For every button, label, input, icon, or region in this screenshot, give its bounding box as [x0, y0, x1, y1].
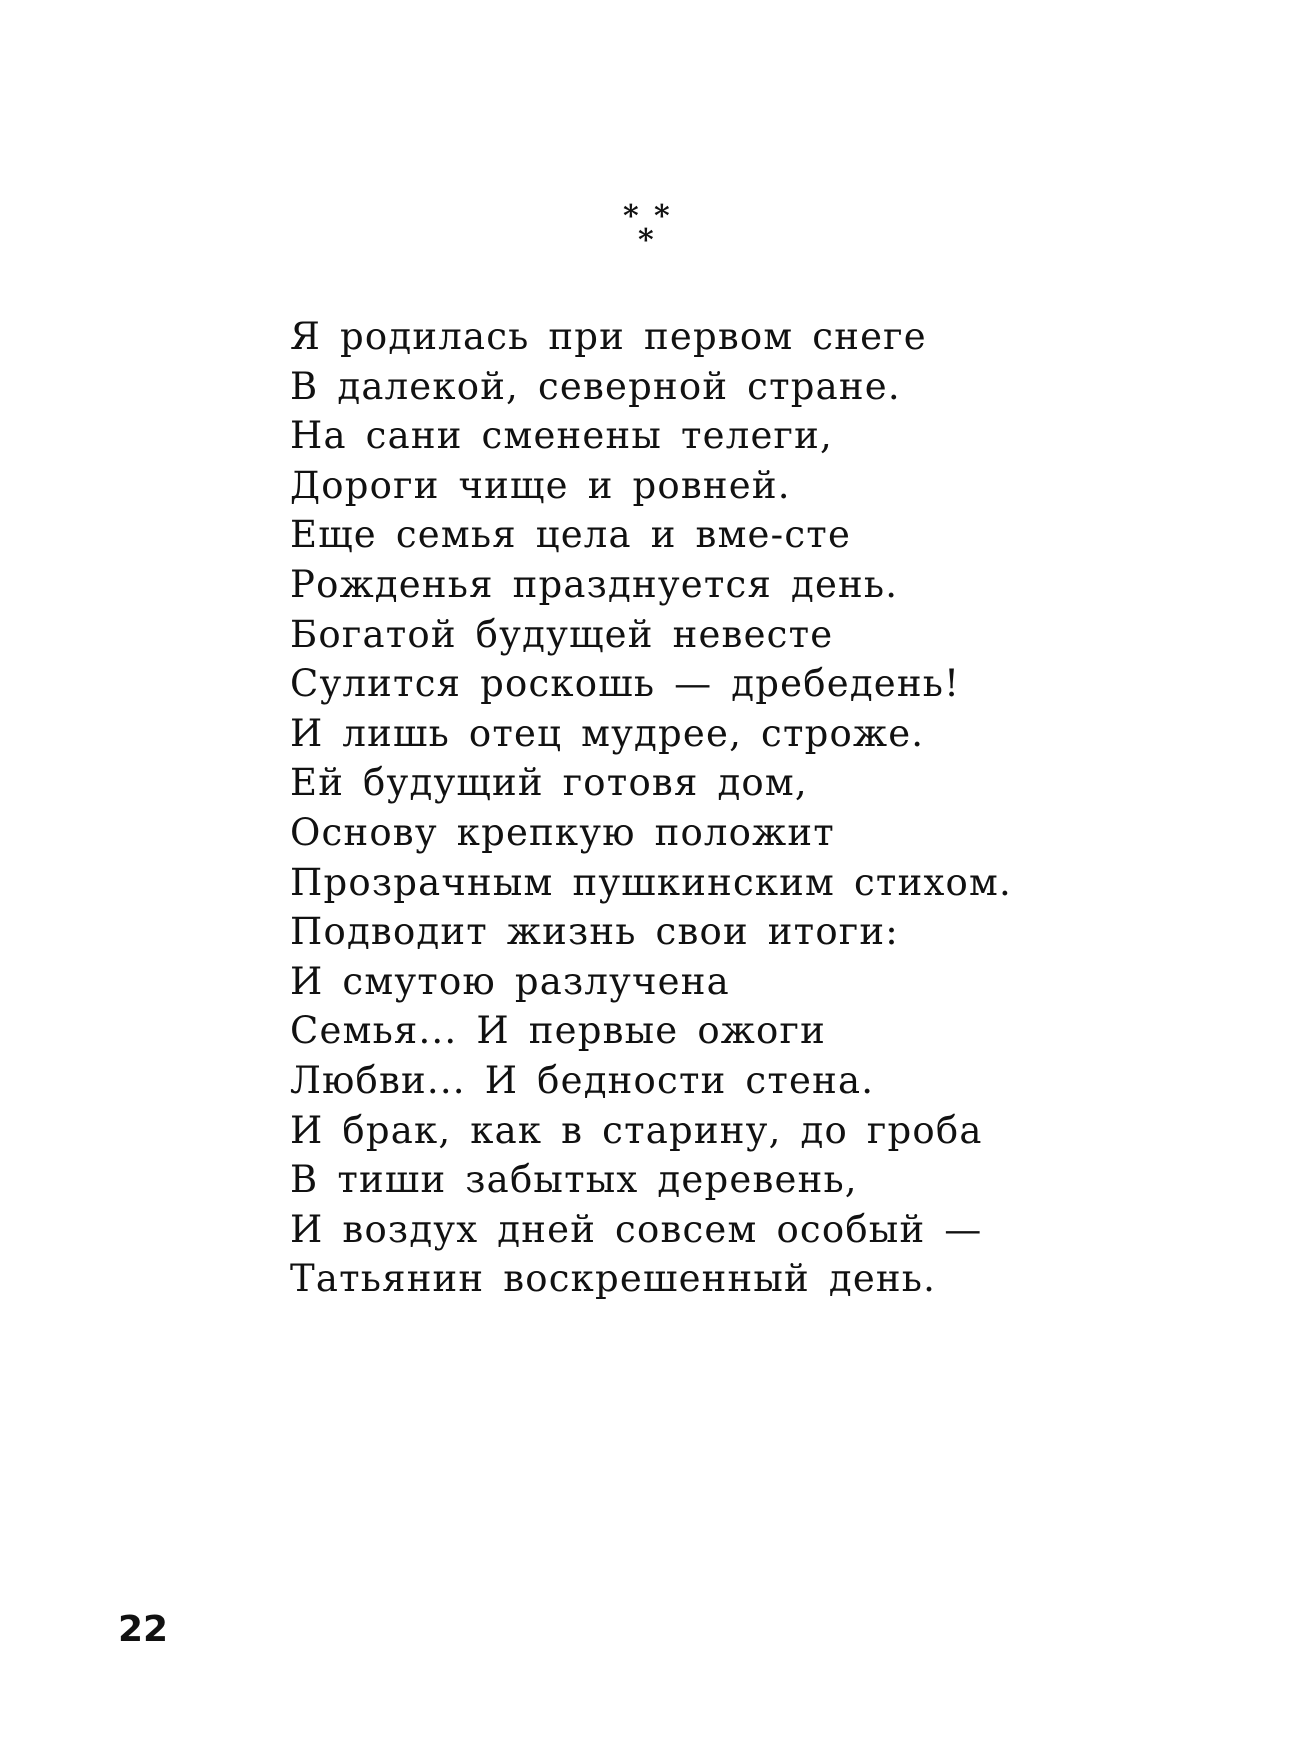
asterism-separator — [620, 200, 690, 260]
poem-line: И брак, как в старину, до гроба — [290, 1108, 983, 1152]
poem-line: Я родилась при первом снеге — [290, 315, 927, 358]
poem-line: Прозрачным пушкинским стихом. — [290, 860, 1012, 904]
poem-line: В далекой, северной стране. — [290, 364, 901, 408]
poem-line: Подводит жизнь свои итоги: — [290, 910, 899, 954]
poem-line: И воздух дней совсем особый — — [290, 1207, 983, 1251]
poem-line: На сани сменены телеги, — [290, 414, 833, 458]
asterism-star: * — [654, 199, 670, 234]
poem-line: Богатой будущей невесте — [290, 612, 834, 656]
poem-line: Сулится роскошь — дребедень! — [290, 662, 961, 706]
poem-line: И смутою разлучена — [290, 959, 730, 1003]
poem-text — [290, 312, 1190, 1304]
asterism-star: * — [638, 223, 654, 258]
asterism-star: * — [623, 199, 639, 234]
poem-line: Семья... И первые ожоги — [290, 1009, 826, 1053]
poem-line: Татьянин воскрешенный день. — [290, 1257, 937, 1301]
page-number: 22 — [118, 1609, 169, 1650]
poem-line: Любви... И бедности стена. — [290, 1058, 875, 1102]
poem-line: Основу крепкую положит — [290, 810, 835, 854]
poem-line: И лишь отец мудрее, строже. — [290, 711, 925, 755]
poem-line: В тиши забытых деревень, — [290, 1158, 858, 1202]
poem-line: Дороги чище и ровней. — [290, 463, 791, 507]
poem-line: Еще семья цела и вме-сте — [290, 513, 852, 557]
poem-line: Ей будущий готовя дом, — [290, 761, 808, 805]
poem-line: Рожденья празднуется день. — [290, 562, 899, 606]
